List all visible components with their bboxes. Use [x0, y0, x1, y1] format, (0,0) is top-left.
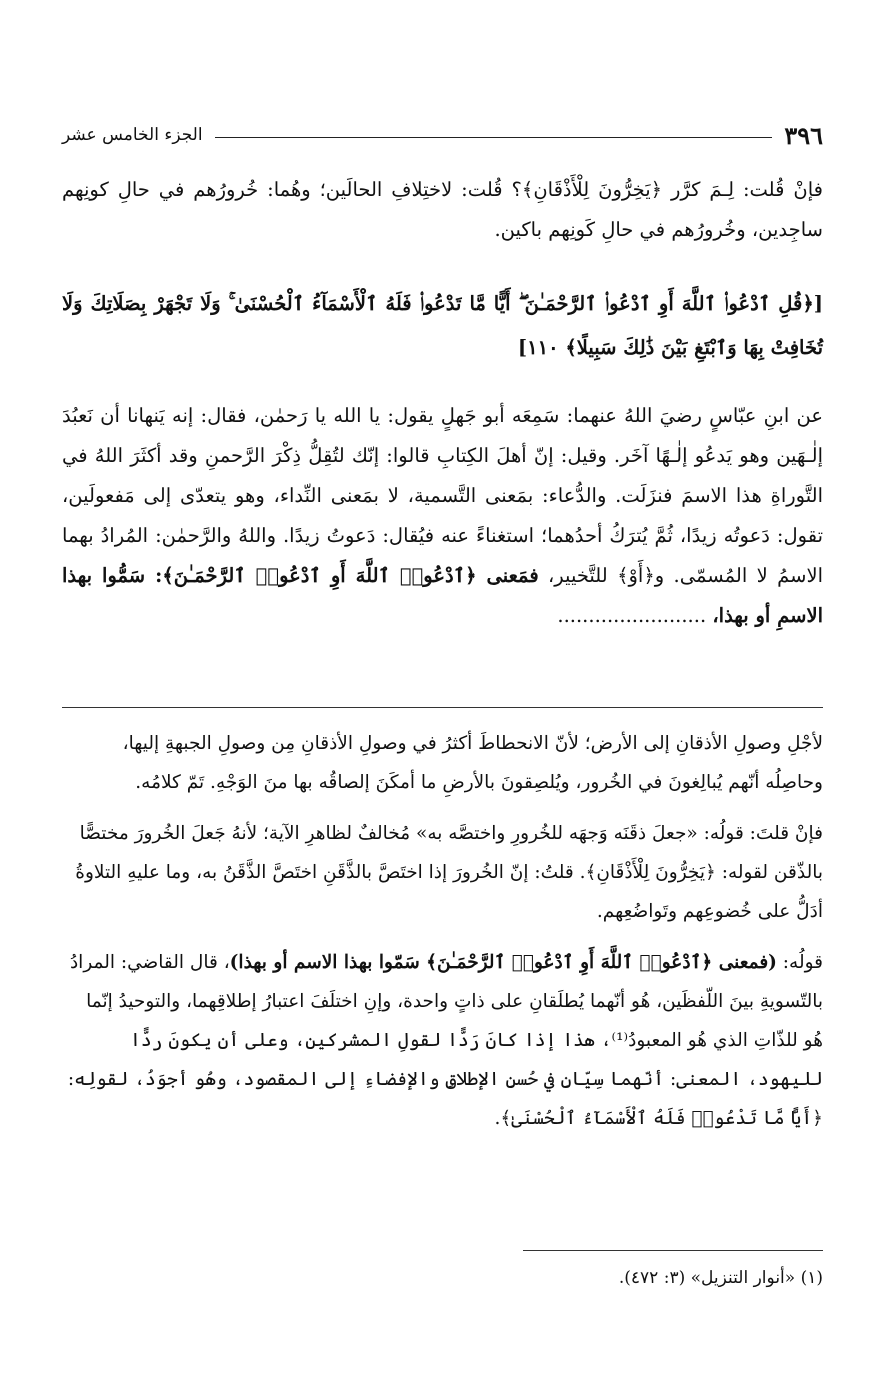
commentary-paragraph-1: لأجْلِ وصولِ الأذقانِ إلى الأرض؛ لأنّ الانحطاطَ أكثرُ في وصولِ الأذقانِ مِن وصولِ الجبهةِ إليها، وحاصِلُه أنّهم يُبالِغونَ في الخُرور، ويُلصِقونَ بالأرضِ ما أمكَنَ إلصاقُه بها منَ الوَجْهِ. تَمّ كلامُه. — [122, 733, 823, 793]
commentary-paragraph-2: فإنْ قلتَ: قولُه: «جعلَ ذقَنَه وَجهَه للخُرورِ واختصَّه به» مُخالفٌ لظاهرِ الآية؛ لأنهُ جَعلَ الخُرورَ مختصًّا بالذّقن لقوله: ﴿يَخِرُّونَ لِلْأَذْقَانِ﴾. قلتُ: إنّ الخُرورَ إذا اختَصَّ بالذَّقَنِ اختَصَّ الذَّقَنُ به، وما عليهِ التلاوةُ أدَلُّ على خُضوعِهم وتَواضُعِهم. — [75, 823, 823, 922]
header-rule — [215, 137, 773, 138]
main-paragraph-1 — [62, 170, 823, 250]
main-text-2-bold: فمَعنى ﴿ٱدْعُوا۟ ٱللَّهَ أَوِ ٱدْعُوا۟ ٱلرَّحْمَـٰنَ﴾: سَمُّوا بهذا الاسمِ أو بهذا، — [62, 564, 823, 627]
main-text-2-body: عن ابنِ عبّاسٍ رضيَ اللهُ عنهما: سَمِعَه أبو جَهلٍ يقول: يا الله يا رَحمٰن، فقال: إنه يَنهانا أن نَعبُدَ إلٰـهَين وهو يَدعُو إلٰـهًا آخَر. وقيل: إنّ أهلَ الكِتابِ قالوا: إنّك لتُقِلُّ ذِكْرَ الرَّحمنِ وقد أكثَرَ اللهُ في التَّوراةِ هذا الاسمَ فنزَلَت. والدُّعاء: بمَعنى التَّسمية، لا بمَعنى النِّداء، وهو يتعدّى إلى مَفعولَين، تقول: دَعوتُه زيدًا، ثُمَّ يُترَكُ أحدُهما؛ استغناءً عنه فيُقال: دَعوتُ زيدًا. واللهُ والرَّحمٰن: المُرادُ بهما الاسمُ لا المُسمّى. و﴿أَوْ﴾ للتَّخيير، — [62, 404, 824, 587]
footnote-rule — [523, 1250, 823, 1251]
commentary-paragraph-3 — [62, 943, 823, 1138]
commentary-section — [62, 724, 823, 1150]
commentary-3-rest: ، قال القاضي: المرادُ بالتّسويةِ بينَ اللّفظَين، هُو أنّهما يُطلَقانِ على ذاتٍ واحدة، وإنِ اختلَفَ اعتبارُ إطلاقِهما، والتوحيدُ إنّما هُو للذّاتِ الذي هُو المعبودُ⁽¹⁾، هذا إذا كانَ رَدًّا لقولِ المشركين، وعلى أن يكونَ ردًّا لليهود، المعنى: أنّهما سِيّانِ في حُسنِ الإطلاقِ والإفضاءِ إلى المقصود، وهُو أجوَدُ، لقولِه: ﴿أَيًّا مَّا تَدْعُوا۟ فَلَهُ ٱلْأَسْمَآءُ ٱلْحُسْنَىٰ﴾. — [67, 952, 823, 1129]
main-text-1: فإنْ قُلت: لِـمَ كرَّر ﴿يَخِرُّونَ لِلْأَذْقَانِ﴾؟ قُلت: لاختِلافِ الحالَين؛ وهُما: خُرورُهم في حالِ كونِهم ساجِدين، وخُرورُهم في حالِ كَونِهم باكين. — [62, 178, 823, 241]
part-title: الجزء الخامس عشر — [62, 125, 203, 145]
main-text-2 — [62, 396, 823, 636]
continuation-dots: ........................ — [557, 604, 707, 627]
footnote: (١) «أنوار التنزيل» (٣: ٤٧٢). — [618, 1268, 823, 1288]
section-divider — [62, 707, 823, 708]
commentary-3-bold: (فمعنى ﴿ٱدْعُوا۟ ٱللَّهَ أَوِ ٱدْعُوا۟ ٱلرَّحْمَـٰنَ﴾ سَمّوا بهذا الاسم أو بهذا) — [229, 952, 777, 973]
quran-verse-block — [62, 282, 823, 370]
page-header — [62, 118, 823, 152]
page-number: ٣٩٦ — [784, 120, 823, 150]
main-paragraph-2 — [62, 396, 823, 636]
quran-verse: [﴿قُلِ ٱدْعُوا۟ ٱللَّهَ أَوِ ٱدْعُوا۟ ٱلرَّحْمَـٰنَ ۖ أَيًّا مَّا تَدْعُوا۟ فَلَهُ ٱلْأَسْمَآءُ ٱلْحُسْنَىٰ ۚ وَلَا تَجْهَرْ بِصَلَاتِكَ وَلَا تُخَافِتْ بِهَا وَٱبْتَغِ بَيْنَ ذَٰلِكَ سَبِيلًا﴾ ١١٠] — [62, 292, 823, 359]
commentary-3-lead: قولُه: — [776, 952, 823, 973]
